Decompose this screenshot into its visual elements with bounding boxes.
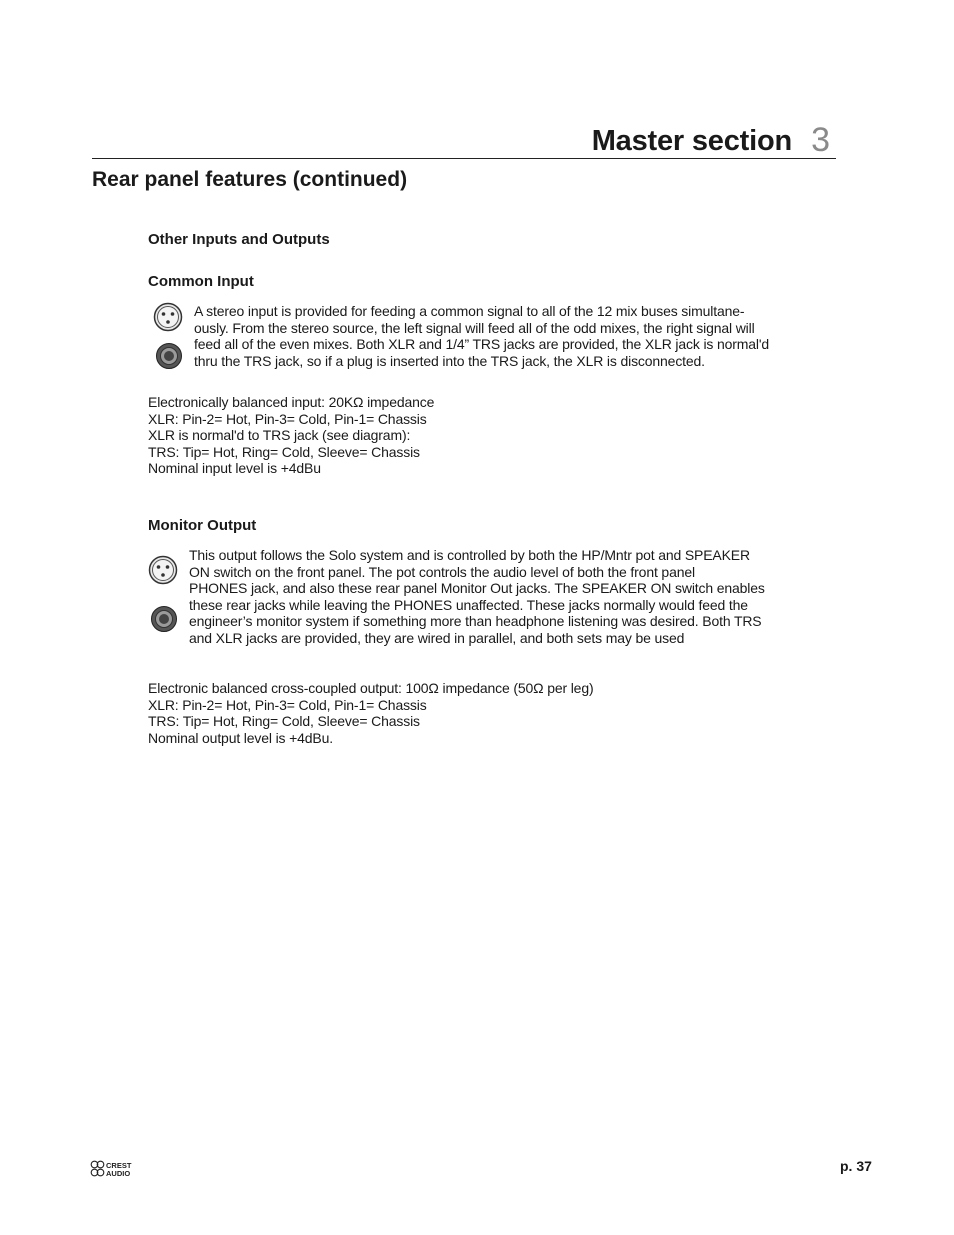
spec-line: TRS: Tip= Hot, Ring= Cold, Sleeve= Chassis (148, 443, 420, 460)
xlr-connector-icon (153, 302, 183, 332)
monitor-output-heading: Monitor Output (148, 517, 257, 534)
page-number: p. 37 (840, 1158, 872, 1174)
spec-line: Electronically balanced input: 20KΩ impedance (148, 394, 435, 410)
xlr-connector-icon (148, 555, 178, 585)
description-line: This output follows the Solo system and is controlled by both the HP/Mntr pot and SPEAKER (189, 547, 750, 563)
spec-line: XLR: Pin-2= Hot, Pin-3= Cold, Pin-1= Chassis (148, 696, 427, 713)
spec-line: Electronic balanced cross-coupled output: 100Ω impedance (50Ω per leg) (148, 680, 594, 696)
description-line: feed all of the even mixes. Both XLR and 1/4” TRS jacks are provided, the XLR jack is normal'd (194, 336, 770, 352)
description-line: PHONES jack, and also these rear panel Monitor Out jacks. The SPEAKER ON switch enables (189, 580, 765, 596)
monitor-output-specs (148, 680, 593, 746)
description-line: these rear jacks while leaving the PHONES unaffected. These jacks normally would feed the (189, 596, 748, 613)
spec-line: Nominal input level is +4dBu (148, 460, 321, 476)
logo-text-audio: AUDIO (106, 1169, 131, 1178)
trs-jack-icon (150, 605, 178, 633)
common-input-description (194, 303, 769, 369)
crest-audio-logo (90, 1160, 150, 1178)
description-line: thru the TRS jack, so if a plug is inserted into the TRS jack, the XLR is disconnected. (194, 352, 705, 369)
chapter-number: 3 (811, 121, 830, 159)
description-line: engineer’s monitor system if something more than headphone listening was desired. Both TRS (189, 613, 762, 629)
description-line: ON switch on the front panel. The pot controls the audio level of both the front panel (189, 563, 695, 580)
description-line: and XLR jacks are provided, they are wired in parallel, and both sets may be used (189, 629, 685, 646)
common-input-specs (148, 394, 434, 477)
spec-line: Nominal output level is +4dBu. (148, 729, 333, 746)
chapter-title: Master section (591, 125, 792, 157)
common-input-heading: Common Input (148, 273, 254, 290)
description-line: ously. From the stereo source, the left signal will feed all of the odd mixes, the right signal will (194, 319, 755, 336)
section-title: Rear panel features (continued) (92, 168, 408, 191)
spec-line: XLR: Pin-2= Hot, Pin-3= Cold, Pin-1= Chassis (148, 410, 427, 427)
spec-line: XLR is normal'd to TRS jack (see diagram): (148, 427, 411, 443)
monitor-output-description (189, 547, 765, 646)
spec-line: TRS: Tip= Hot, Ring= Cold, Sleeve= Chassis (148, 713, 420, 729)
logo-text-crest: CREST (106, 1161, 132, 1170)
trs-jack-icon (155, 342, 183, 370)
description-line: A stereo input is provided for feeding a common signal to all of the 12 mix buses simultane- (194, 303, 745, 319)
chapter-header (92, 122, 836, 159)
subsection-title: Other Inputs and Outputs (148, 231, 330, 248)
